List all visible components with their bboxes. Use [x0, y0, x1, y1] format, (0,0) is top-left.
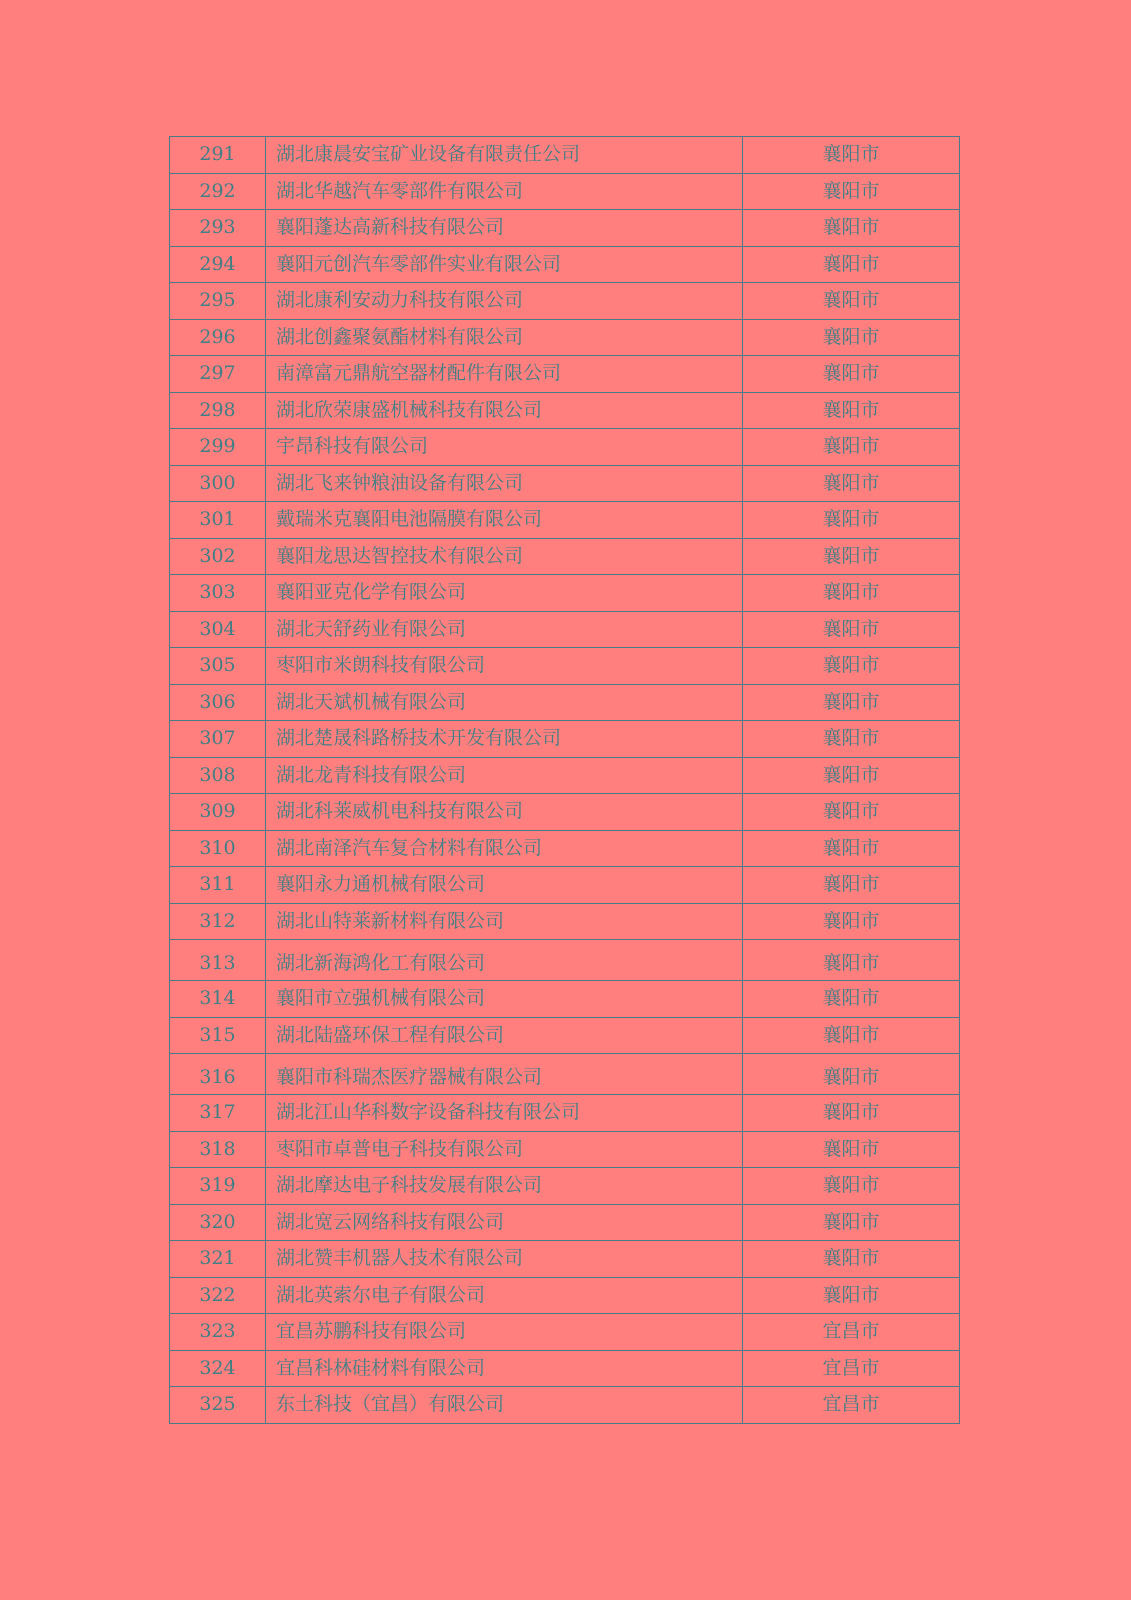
row-number: 304 — [170, 611, 266, 648]
company-name: 湖北天斌机械有限公司 — [266, 684, 743, 721]
table-row — [170, 137, 960, 174]
table-row — [170, 319, 960, 356]
company-name: 宜昌苏鹏科技有限公司 — [266, 1314, 743, 1351]
table-row — [170, 757, 960, 794]
row-number: 323 — [170, 1314, 266, 1351]
city-name: 襄阳市 — [743, 1017, 960, 1054]
table-row — [170, 1131, 960, 1168]
table-body — [170, 137, 960, 1424]
city-name: 襄阳市 — [743, 794, 960, 831]
city-name: 襄阳市 — [743, 356, 960, 393]
table-row — [170, 648, 960, 685]
table-row — [170, 1350, 960, 1387]
company-name: 襄阳市科瑞杰医疗器械有限公司 — [266, 1054, 743, 1095]
table-row — [170, 1314, 960, 1351]
table-row — [170, 1095, 960, 1132]
row-number: 305 — [170, 648, 266, 685]
row-number: 312 — [170, 903, 266, 940]
city-name: 襄阳市 — [743, 137, 960, 174]
city-name: 襄阳市 — [743, 173, 960, 210]
company-name: 襄阳永力通机械有限公司 — [266, 867, 743, 904]
table-row — [170, 502, 960, 539]
city-name: 襄阳市 — [743, 903, 960, 940]
table-row — [170, 210, 960, 247]
city-name: 襄阳市 — [743, 981, 960, 1018]
company-name: 湖北飞来钟粮油设备有限公司 — [266, 465, 743, 502]
city-name: 襄阳市 — [743, 757, 960, 794]
row-number: 324 — [170, 1350, 266, 1387]
table-row — [170, 684, 960, 721]
company-name: 湖北赞丰机器人技术有限公司 — [266, 1241, 743, 1278]
table-row — [170, 1387, 960, 1424]
company-name: 湖北陆盛环保工程有限公司 — [266, 1017, 743, 1054]
city-name: 襄阳市 — [743, 1131, 960, 1168]
city-name: 襄阳市 — [743, 721, 960, 758]
table-row — [170, 940, 960, 981]
city-name: 襄阳市 — [743, 502, 960, 539]
row-number: 298 — [170, 392, 266, 429]
table-row — [170, 794, 960, 831]
table-row — [170, 429, 960, 466]
city-name: 襄阳市 — [743, 575, 960, 612]
company-name: 宜昌科林硅材料有限公司 — [266, 1350, 743, 1387]
company-name: 湖北英索尔电子有限公司 — [266, 1277, 743, 1314]
table-row — [170, 1168, 960, 1205]
row-number: 316 — [170, 1054, 266, 1095]
row-number: 301 — [170, 502, 266, 539]
city-name: 襄阳市 — [743, 684, 960, 721]
company-name: 湖北天舒药业有限公司 — [266, 611, 743, 648]
company-name: 襄阳元创汽车零部件实业有限公司 — [266, 246, 743, 283]
company-name: 襄阳蓬达高新科技有限公司 — [266, 210, 743, 247]
row-number: 306 — [170, 684, 266, 721]
company-name: 襄阳市立强机械有限公司 — [266, 981, 743, 1018]
row-number: 315 — [170, 1017, 266, 1054]
row-number: 314 — [170, 981, 266, 1018]
city-name: 襄阳市 — [743, 1054, 960, 1095]
city-name: 襄阳市 — [743, 1095, 960, 1132]
company-name: 湖北欣荣康盛机械科技有限公司 — [266, 392, 743, 429]
city-name: 襄阳市 — [743, 1241, 960, 1278]
row-number: 299 — [170, 429, 266, 466]
row-number: 325 — [170, 1387, 266, 1424]
city-name: 襄阳市 — [743, 1277, 960, 1314]
company-name: 湖北山特莱新材料有限公司 — [266, 903, 743, 940]
table-row — [170, 721, 960, 758]
table-row — [170, 1054, 960, 1095]
city-name: 襄阳市 — [743, 283, 960, 320]
company-name: 湖北南泽汽车复合材料有限公司 — [266, 830, 743, 867]
table-row — [170, 1204, 960, 1241]
company-name: 湖北华越汽车零部件有限公司 — [266, 173, 743, 210]
row-number: 308 — [170, 757, 266, 794]
table-row — [170, 173, 960, 210]
table-row — [170, 981, 960, 1018]
company-name: 湖北摩达电子科技发展有限公司 — [266, 1168, 743, 1205]
company-name: 湖北科莱威机电科技有限公司 — [266, 794, 743, 831]
table-row — [170, 392, 960, 429]
row-number: 321 — [170, 1241, 266, 1278]
company-name: 枣阳市卓普电子科技有限公司 — [266, 1131, 743, 1168]
company-name: 湖北新海鸿化工有限公司 — [266, 940, 743, 981]
table-row — [170, 465, 960, 502]
city-name: 襄阳市 — [743, 1168, 960, 1205]
company-name: 湖北宽云网络科技有限公司 — [266, 1204, 743, 1241]
company-name: 襄阳龙思达智控技术有限公司 — [266, 538, 743, 575]
table-row — [170, 611, 960, 648]
city-name: 襄阳市 — [743, 867, 960, 904]
company-name: 宇昂科技有限公司 — [266, 429, 743, 466]
table-row — [170, 1017, 960, 1054]
row-number: 313 — [170, 940, 266, 981]
company-list-table — [169, 136, 960, 1424]
row-number: 302 — [170, 538, 266, 575]
city-name: 襄阳市 — [743, 648, 960, 685]
city-name: 宜昌市 — [743, 1314, 960, 1351]
table-row — [170, 867, 960, 904]
table-row — [170, 830, 960, 867]
company-name: 湖北江山华科数字设备科技有限公司 — [266, 1095, 743, 1132]
city-name: 襄阳市 — [743, 429, 960, 466]
company-name: 枣阳市米朗科技有限公司 — [266, 648, 743, 685]
city-name: 襄阳市 — [743, 1204, 960, 1241]
table-row — [170, 903, 960, 940]
city-name: 襄阳市 — [743, 465, 960, 502]
row-number: 319 — [170, 1168, 266, 1205]
row-number: 291 — [170, 137, 266, 174]
city-name: 襄阳市 — [743, 246, 960, 283]
table-row — [170, 538, 960, 575]
city-name: 宜昌市 — [743, 1350, 960, 1387]
company-name: 东土科技（宜昌）有限公司 — [266, 1387, 743, 1424]
table-row — [170, 1241, 960, 1278]
city-name: 襄阳市 — [743, 392, 960, 429]
city-name: 襄阳市 — [743, 940, 960, 981]
row-number: 295 — [170, 283, 266, 320]
company-name: 湖北楚晟科路桥技术开发有限公司 — [266, 721, 743, 758]
row-number: 307 — [170, 721, 266, 758]
row-number: 294 — [170, 246, 266, 283]
row-number: 293 — [170, 210, 266, 247]
row-number: 310 — [170, 830, 266, 867]
company-name: 湖北龙青科技有限公司 — [266, 757, 743, 794]
city-name: 宜昌市 — [743, 1387, 960, 1424]
company-name: 湖北创鑫聚氨酯材料有限公司 — [266, 319, 743, 356]
row-number: 322 — [170, 1277, 266, 1314]
company-name: 襄阳亚克化学有限公司 — [266, 575, 743, 612]
row-number: 292 — [170, 173, 266, 210]
company-name: 湖北康晨安宝矿业设备有限责任公司 — [266, 137, 743, 174]
table-row — [170, 356, 960, 393]
row-number: 303 — [170, 575, 266, 612]
row-number: 317 — [170, 1095, 266, 1132]
company-name: 南漳富元鼎航空器材配件有限公司 — [266, 356, 743, 393]
company-name: 湖北康利安动力科技有限公司 — [266, 283, 743, 320]
city-name: 襄阳市 — [743, 538, 960, 575]
row-number: 297 — [170, 356, 266, 393]
row-number: 318 — [170, 1131, 266, 1168]
table-row — [170, 246, 960, 283]
row-number: 309 — [170, 794, 266, 831]
city-name: 襄阳市 — [743, 210, 960, 247]
table-row — [170, 575, 960, 612]
city-name: 襄阳市 — [743, 611, 960, 648]
city-name: 襄阳市 — [743, 319, 960, 356]
row-number: 311 — [170, 867, 266, 904]
table-row — [170, 1277, 960, 1314]
table-row — [170, 283, 960, 320]
company-name: 戴瑞米克襄阳电池隔膜有限公司 — [266, 502, 743, 539]
city-name: 襄阳市 — [743, 830, 960, 867]
row-number: 300 — [170, 465, 266, 502]
row-number: 320 — [170, 1204, 266, 1241]
row-number: 296 — [170, 319, 266, 356]
